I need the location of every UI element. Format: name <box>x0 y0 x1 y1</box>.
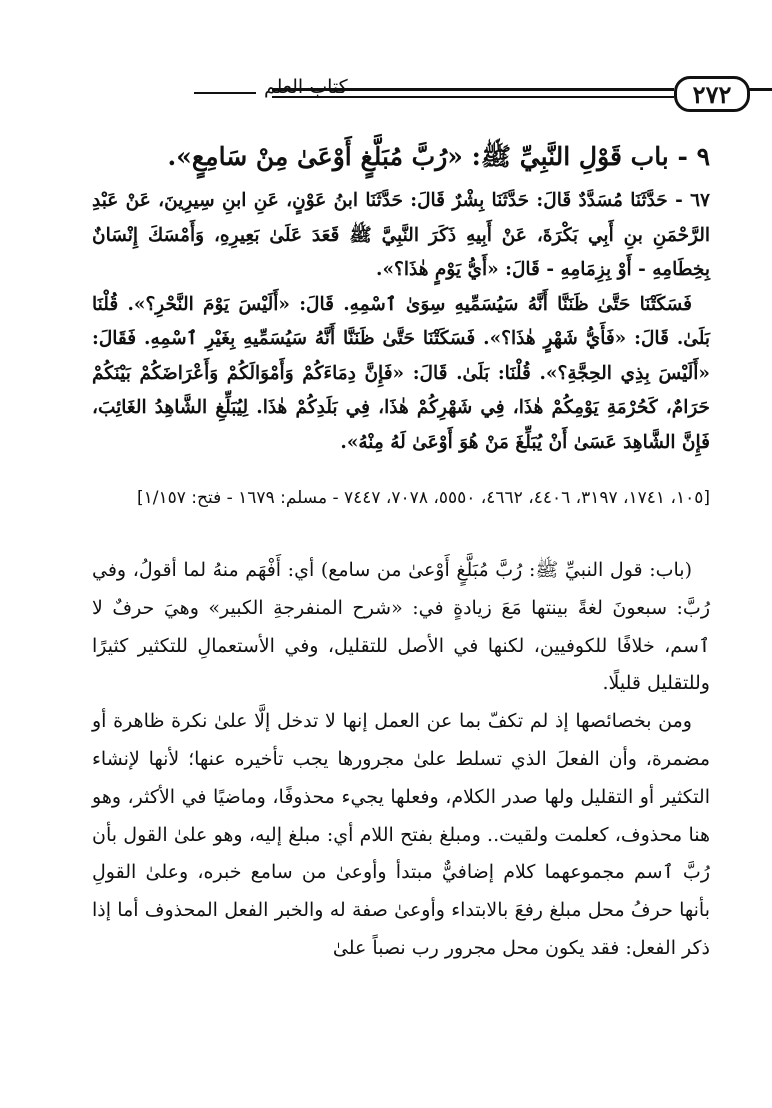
book-title: كتاب العلم <box>264 76 348 98</box>
hadith-paragraph-1: ٦٧ - حَدَّثَنَا مُسَدَّدٌ قَالَ: حَدَّثَنَا بِشْرٌ قَالَ: حَدَّثَنَا ابنُ عَوْنٍ، عَنِ ابنِ سِيرِينَ، عَنْ عَبْدِ الرَّحْمَنِ بنِ أَبِي بَكْرَةَ، عَنْ أَبِيهِ ذَكَرَ النَّبِيَّ ﷺ قَعَدَ عَلَىٰ بَعِيرِهِ، وَأَمْسَكَ إِنْسَانٌ بِخِطَامِهِ - أَوْ بِزِمَامِهِ - قَالَ: «أَيُّ يَوْمٍ هٰذَا؟». <box>92 190 710 280</box>
hadith-text <box>92 184 710 460</box>
page-header <box>96 72 732 112</box>
commentary <box>92 552 710 968</box>
commentary-paragraph-2: ومن بخصائصها إذ لم تكفّ بما عن العمل إنها لا تدخل إلَّا علىٰ نكرة ظاهرة أو مضمرة، وأن الفعلَ الذي تسلط علىٰ مجرورها يجب تأخيره عنها؛ لأنها لإنشاء التكثير أو التقليل ولها صدر الكلام، وفعلها يجيء محذوفًا، وماضيًا في الأكثر، وهو هنا محذوف، كعلمت ولقيت.. ومبلغ بفتح اللام أي: مبلغ إليه، وهو علىٰ القول بأن رُبَّ ٱسم مجموعهما كلام إضافيٌّ مبتدأ وأوعىٰ من سامع خبره، وعلىٰ القولِ بأنها حرفُ محل مبلغ رفعَ بالابتداء وأوعىٰ صفة له والخبر الفعل المحذوف أما إذا ذكر الفعل: فقد يكون محل مجرور رب نصباً علىٰ <box>92 710 710 959</box>
header-dash <box>194 92 256 94</box>
commentary-paragraph-1: (باب: قول النبيِّ ﷺ: رُبَّ مُبَلَّغٍ أَوْعىٰ من سامع) أي: أَفْهَم منهُ لما أقولُ، وفي رُبَّ: سبعونَ لغةً بينتها مَعَ زيادةٍ في: «شرح المنفرجةِ الكبير» وهيَ حرفٌ لا ٱسم، خلافًا للكوفيين، لكنها في الأصل للتقليل، وفي الأستعمالِ للتكثير كثيرًا وللتقليل قليلًا. <box>92 559 710 695</box>
hadith-references: [١٠٥، ١٧٤١، ٣١٩٧، ٤٤٠٦، ٤٦٦٢، ٥٥٥٠، ٧٠٧٨، ٧٤٤٧ - مسلم: ١٦٧٩ - فتح: ١/١٥٧] <box>136 488 710 508</box>
chapter-title: ٩ - باب قَوْلِ النَّبِيِّ ﷺ: «رُبَّ مُبَلَّغٍ أَوْعَىٰ مِنْ سَامِعٍ». <box>167 142 710 171</box>
page-number: ٢٧٢ <box>674 76 750 112</box>
hadith-paragraph-2: فَسَكَتْنَا حَتَّىٰ ظَنَنَّا أَنَّهُ سَيُسَمِّيهِ سِوَىٰ ٱسْمِهِ. قَالَ: «أَلَيْسَ يَوْمَ النَّحْرِ؟». قُلْنَا بَلَىٰ. قَالَ: «فَأَيُّ شَهْرٍ هٰذَا؟». فَسَكَتْنَا حَتَّىٰ ظَنَنَّا أَنَّهُ سَيُسَمِّيهِ بِغَيْرِ ٱسْمِهِ. فَقَالَ: «أَلَيْسَ بِذِي الحِجَّةِ؟». قُلْنَا: بَلَىٰ. قَالَ: «فَإِنَّ دِمَاءَكُمْ وَأَمْوَالَكُمْ وَأَعْرَاضَكُمْ بَيْنَكُمْ حَرَامٌ، كَحُرْمَةِ يَوْمِكُمْ هٰذَا، فِي شَهْرِكُمْ هٰذَا، فِي بَلَدِكُمْ هٰذَا. لِيُبَلِّغِ الشَّاهِدُ الغَائِبَ، فَإِنَّ الشَّاهِدَ عَسَىٰ أَنْ يُبَلِّغَ مَنْ هُوَ أَوْعَىٰ لَهُ مِنْهُ». <box>92 293 710 453</box>
